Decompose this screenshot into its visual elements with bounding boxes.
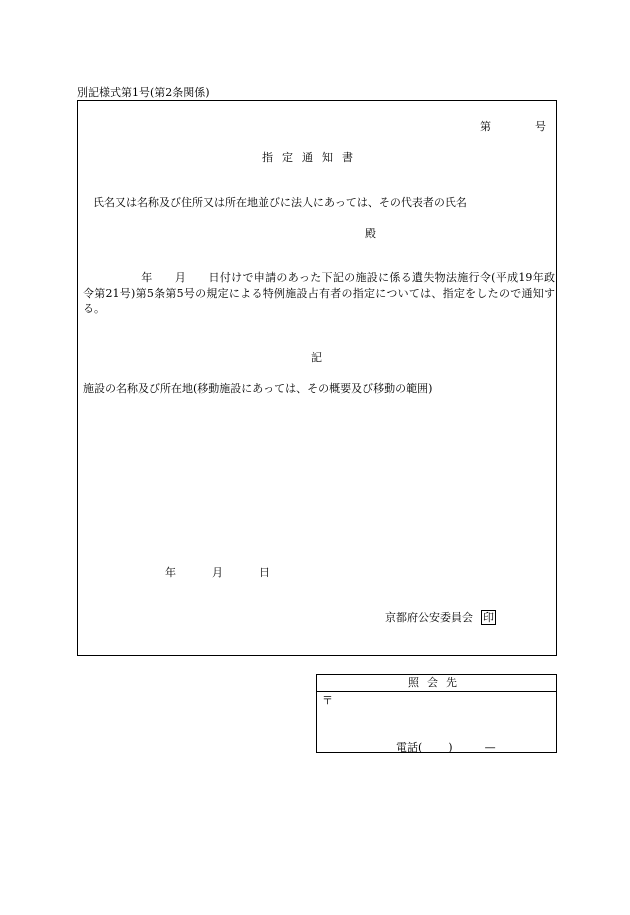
- body-text: 日付けで申請のあった下記の施設に係る遺失物法施行令(平成19年政令第21号)第5条第5号の規定による特例施設占有者の指定については、指定をしたので通知する。: [83, 271, 556, 315]
- issue-month: 月: [212, 566, 223, 579]
- form-label: 別記様式第1号(第2条関係): [77, 86, 210, 99]
- phone-dash: —: [484, 741, 496, 754]
- contact-title: 照会先: [317, 675, 556, 692]
- issue-date: [165, 564, 270, 580]
- postal-mark: 〒: [322, 694, 333, 707]
- main-frame: [77, 100, 557, 656]
- body-year: 年: [141, 271, 153, 284]
- ki-heading: 記: [311, 351, 322, 364]
- doc-number-dai: 第: [480, 120, 491, 133]
- phone-label: 電話(: [396, 741, 423, 754]
- phone-line: [396, 739, 496, 755]
- document-title: 指定通知書: [262, 151, 362, 164]
- seal-icon: 印: [483, 611, 494, 624]
- honorific-dono: 殿: [365, 227, 376, 240]
- phone-close: ): [448, 741, 453, 754]
- notice-body: [83, 270, 555, 317]
- document-number: [480, 118, 546, 134]
- issuer-line: [385, 609, 496, 625]
- issue-year: 年: [165, 566, 176, 579]
- issue-day: 日: [259, 566, 270, 579]
- doc-number-go: 号: [535, 120, 546, 133]
- facility-label: 施設の名称及び所在地(移動施設にあっては、その概要及び移動の範囲): [83, 382, 433, 395]
- body-month: 月: [174, 271, 187, 284]
- issuer-name: 京都府公安委員会: [385, 611, 473, 624]
- addressee-line: 氏名又は名称及び住所又は所在地並びに法人にあっては、その代表者の氏名: [93, 196, 467, 209]
